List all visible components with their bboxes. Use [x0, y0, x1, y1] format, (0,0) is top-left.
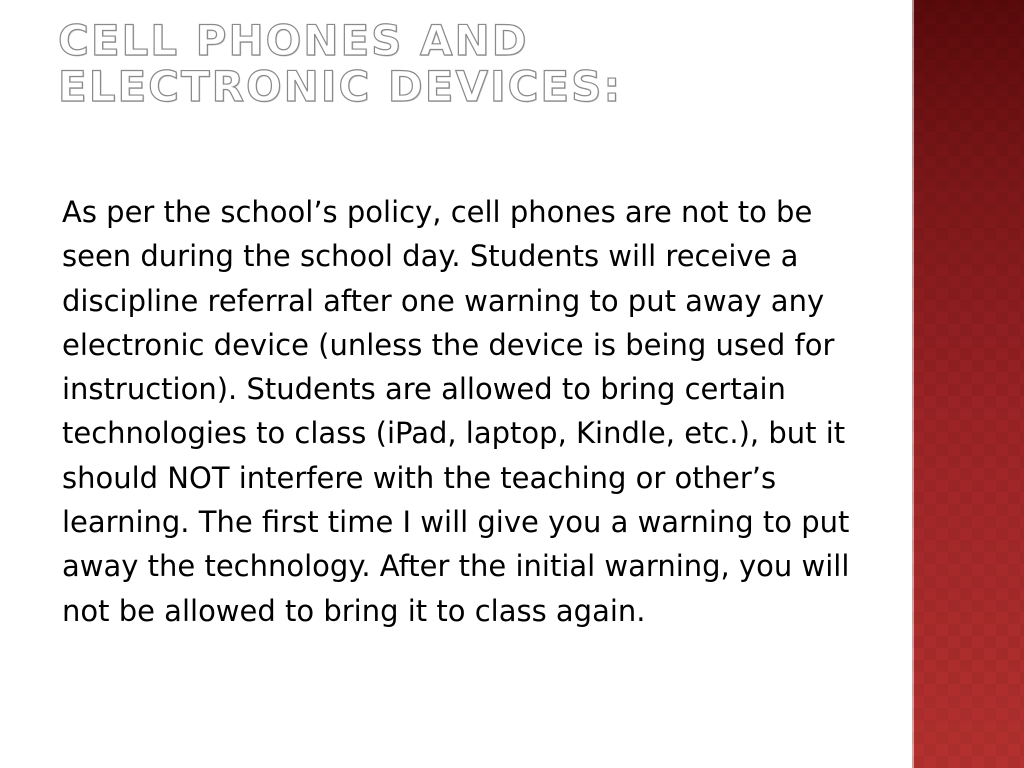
slide-title: CELL PHONES AND ELECTRONIC DEVICES: [58, 18, 798, 110]
slide-body-text: As per the school’s policy, cell phones are not to be seen during the school day. Students will receive a discipline referral after one warning to put away any electronic device (unless the device is being used for instruction). Students are allowed to bring certain technologies to class (iPad, laptop, Kindle, etc.), but it should NOT interfere with the teaching or other’s learning. The first time I will give you a warning to put away the technology. After the initial warning, you will not be allowed to bring it to class again. [62, 195, 850, 628]
decorative-side-panel [912, 0, 1024, 768]
